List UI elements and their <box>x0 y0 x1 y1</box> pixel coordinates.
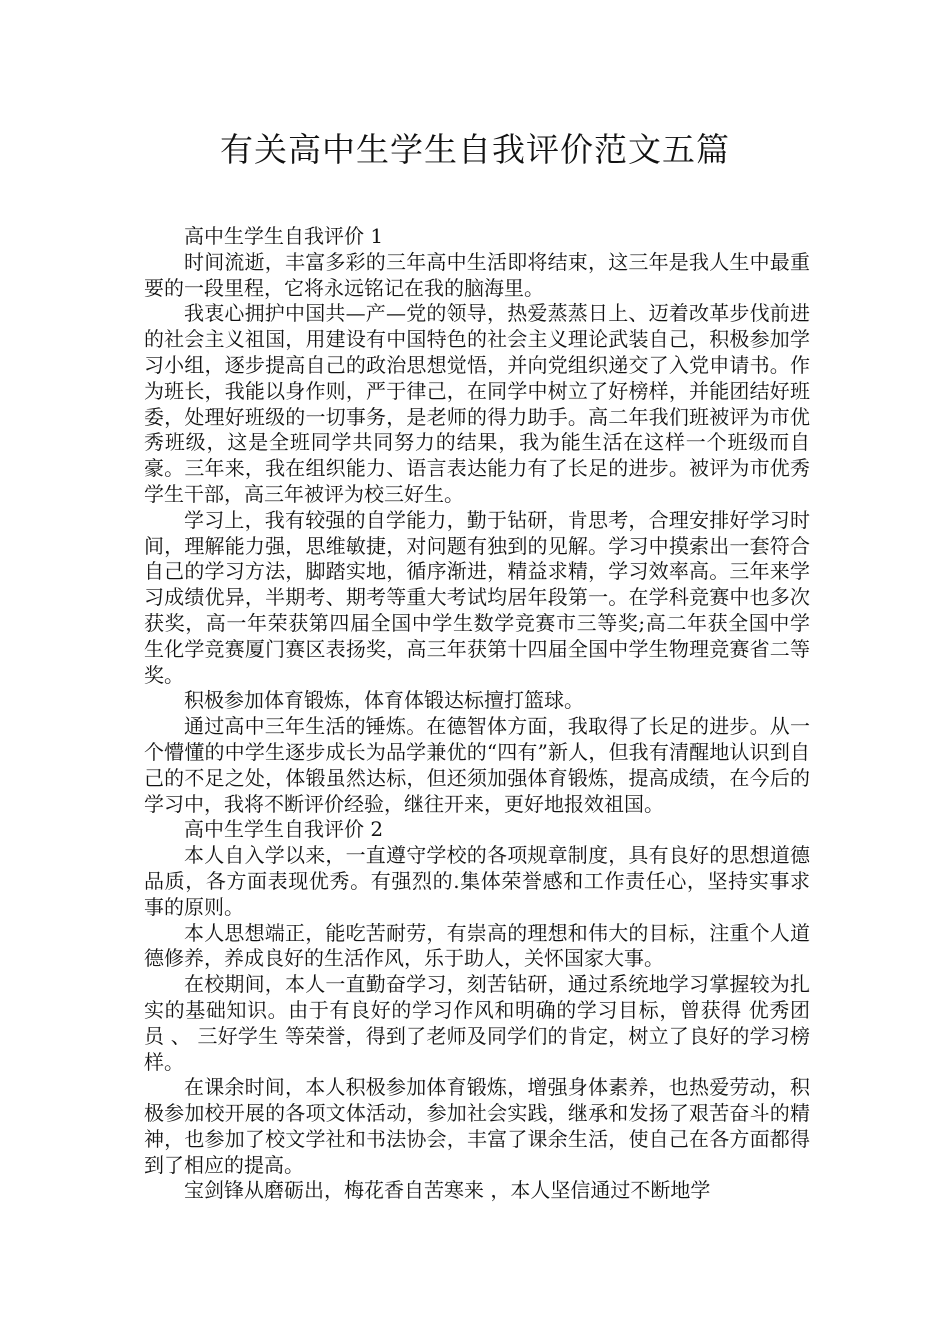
paragraph: 本人思想端正，能吃苦耐劳，有崇高的理想和伟大的目标，注重个人道德修养，养成良好的生活作风，乐于助人，关怀国家大事。 <box>144 920 810 971</box>
paragraph: 本人自入学以来，一直遵守学校的各项规章制度，具有良好的思想道德品质，各方面表现优秀。有强烈的.集体荣誉感和工作责任心，坚持实事求事的原则。 <box>144 843 810 919</box>
paragraph: 在课余时间，本人积极参加体育锻炼，增强身体素养，也热爱劳动，积极参加校开展的各项文体活动，参加社会实践，继承和发扬了艰苦奋斗的精神，也参加了校文学社和书法协会，丰富了课余生活，使自己在各方面都得到了相应的提高。 <box>144 1075 810 1177</box>
paragraph: 我衷心拥护中国共—产—党的领导，热爱蒸蒸日上、迈着改革步伐前进的社会主义祖国，用建设有中国特色的社会主义理论武装自己，积极参加学习小组，逐步提高自己的政治思想觉悟，并向党组织递交了入党申请书。作为班长，我能以身作则，严于律己，在同学中树立了好榜样，并能团结好班委，处理好班级的一切事务，是老师的得力助手。高二年我们班被评为市优秀班级，这是全班同学共同努力的结果，我为能生活在这样一个班级而自豪。三年来，我在组织能力、语言表达能力有了长足的进步。被评为市优秀学生干部，高三年被评为校三好生。 <box>144 301 810 506</box>
paragraph: 宝剑锋从磨砺出，梅花香自苦寒来 ，本人坚信通过不断地学 <box>184 1178 711 1203</box>
paragraph: 通过高中三年生活的锤炼。在德智体方面，我取得了长足的进步。从一个懵懂的中学生逐步成长为品学兼优的“四有”新人，但我有清醒地认识到自己的不足之处，体锻虽然达标，但还须加强体育锻炼，提高成绩，在今后的学习中，我将不断评价经验，继往开来，更好地报效祖国。 <box>144 714 810 816</box>
paragraph: 时间流逝，丰富多彩的三年高中生活即将结束，这三年是我人生中最重要的一段里程，它将永远铭记在我的脑海里。 <box>144 249 810 300</box>
paragraph: 在校期间，本人一直勤奋学习，刻苦钻研，通过系统地学习掌握较为扎实的基础知识。由于有良好的学习作风和明确的学习目标，曾获得 优秀团员 、 三好学生 等荣誉，得到了老师及同学们的肯定，树立了良好的学习榜样。 <box>144 972 810 1074</box>
paragraph: 积极参加体育锻炼，体育体锻达标擅打篮球。 <box>184 688 584 713</box>
section-heading-1: 高中生学生自我评价 1 <box>184 224 384 248</box>
document-body <box>144 224 810 1204</box>
paragraph: 学习上，我有较强的自学能力，勤于钻研，肯思考，合理安排好学习时间，理解能力强，思维敏捷，对问题有独到的见解。学习中摸索出一套符合自己的学习方法，脚踏实地，循序渐进，精益求精，学习效率高。三年来学习成绩优异，半期考、期考等重大考试均居年段第一。在学科竞赛中也多次获奖，高一年荣获第四届全国中学生数学竞赛市三等奖;高二年获全国中学生化学竞赛厦门赛区表扬奖，高三年获第十四届全国中学生物理竞赛省二等奖。 <box>144 507 810 687</box>
section-heading-2: 高中生学生自我评价 2 <box>184 817 384 842</box>
document-title: 有关高中生学生自我评价范文五篇 <box>220 130 730 169</box>
